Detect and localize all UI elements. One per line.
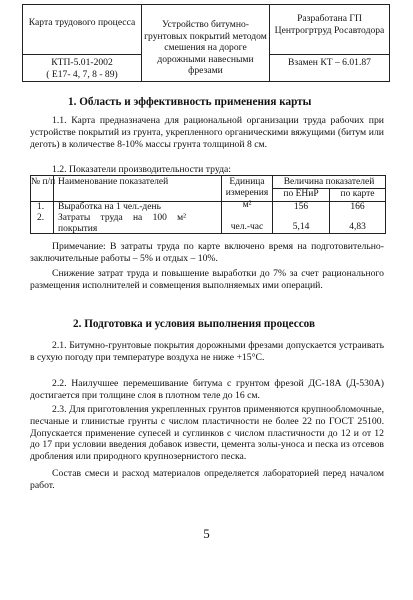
paragraph-2-1: 2.1. Битумно-грунтовые покрытия дорожными фрезами допускается устраивать в сухую погоду при температуре воздуха не ниже +15°С.: [30, 340, 384, 363]
reduction-paragraph: Снижение затрат труда и повышение выработки до 7% за счет рационального размещения исполнителей и совмещения выполняемых ими операций.: [30, 268, 384, 291]
table-row-2-unit: чел.-час: [230, 222, 264, 232]
table-row-2-card: 4,83: [349, 222, 366, 232]
header-by-card: по карте: [340, 189, 375, 199]
header-num: № п/п: [31, 177, 56, 187]
header-name: Наименование показателей: [58, 177, 169, 187]
table-row-1-name: Выработка на 1 чел.-день: [58, 202, 161, 212]
paragraph-2-3: 2.3. Для приготовления укрепленных грунтов применяются крупнообломочные, песчаные и глинистые грунты с числом пластичности не более 22 по ГОСТ 25100. Допускается применение супесей и суглинков с числом пластичности до 12 и от 12 до 17 при условии введения добавок извести, цемента золы-уноса и песка из отсевов дробления или природного крупнозернистого песка.: [30, 404, 384, 463]
card-replaces: Взамен КТ – 6.01.87: [288, 57, 371, 68]
table-row-2-enir: 5,14: [292, 222, 310, 232]
card-header-table: [22, 4, 390, 82]
table-row-1-enir: 156: [293, 202, 309, 212]
paragraph-1-2: 1.2. Показатели производительности труда:: [52, 164, 231, 175]
table-row-1-num: 1.: [37, 202, 45, 212]
page-number: 5: [203, 526, 210, 541]
card-description: Устройство битумно-грунтовых покрытий методом смешения на дороге дорожными навесными фрезами: [144, 19, 267, 76]
card-developer: Разработана ГП Центрогртруд Росавтодора: [274, 13, 385, 36]
paragraph-mix: Состав смеси и расход материалов определяется лабораторией перед началом работ.: [30, 468, 384, 491]
indicators-table: [30, 175, 386, 234]
table-row-1-unit: м²: [242, 200, 252, 210]
section-2-title: 2. Подготовка и условия выполнения процессов: [73, 318, 316, 330]
paragraph-1-1: 1.1. Карта предназначена для рациональной организации труда рабочих при устройстве покрытий из грунта, укрепленного органическими вяжущими (битум или деготь) в количестве 8-10% массы грунта толщиной 8 см.: [30, 115, 384, 150]
table-row-2-num: 2.: [37, 213, 45, 223]
note-paragraph: Примечание: В затраты труда по карте включено время на подготовительно-заключительные работы – 5% и отдых – 10%.: [30, 241, 384, 264]
header-unit: Единица измерения: [225, 177, 269, 198]
paragraph-2-2: 2.2. Наилучшее перемешивание битума с грунтом фрезой ДС-18А (Д-530А) достигается при толщине слоя в плотном теле до 16 см.: [30, 378, 384, 401]
header-value-group: Величина показателей: [283, 177, 375, 187]
table-row-2-name: Затраты труда на 100 м² покрытия: [58, 213, 186, 234]
card-code: КТП-5.01-2002 ( Е17- 4, 7, 8 - 89): [46, 57, 118, 80]
card-title: Карта трудового процесса: [28, 17, 136, 28]
table-row-1-card: 166: [350, 202, 365, 212]
header-by-enir: по ЕНиР: [283, 189, 319, 199]
section-1-title: 1. Область и эффективность применения карты: [68, 96, 312, 108]
